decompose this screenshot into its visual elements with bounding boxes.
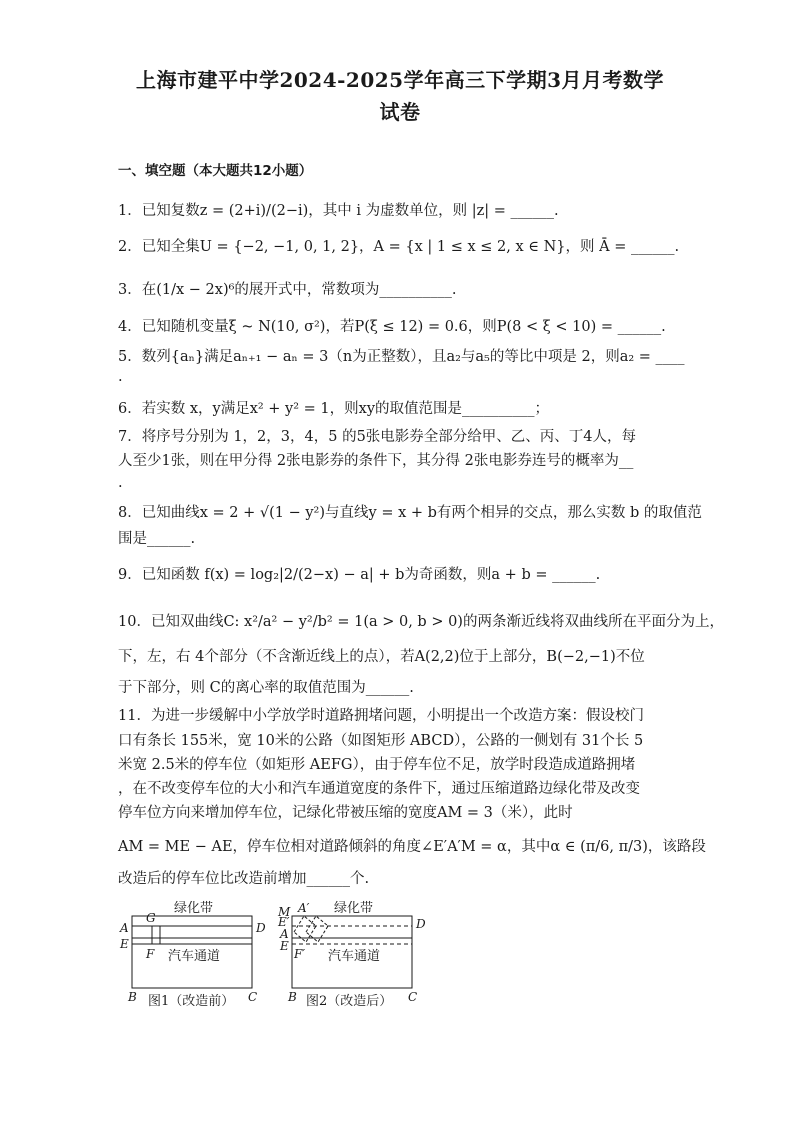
question-11-line-7: 改造后的停车位比改造前增加______个. bbox=[118, 871, 370, 887]
title-line-2: 试卷 bbox=[379, 100, 421, 124]
point-c-label: C bbox=[408, 990, 418, 1004]
exam-title bbox=[120, 64, 680, 128]
question-11-line-4: ，在不改变停车位的大小和汽车通道宽度的条件下，通过压缩道路边绿化带及改变 bbox=[118, 781, 640, 797]
question-10-line-3: 于下部分，则 C的离心率的取值范围为______. bbox=[118, 680, 414, 696]
point-c-label: C bbox=[248, 990, 258, 1004]
question-11-line-5: 停车位方向来增加停车位，记绿化带被压缩的宽度AM = 3（米），此时 bbox=[118, 805, 573, 821]
question-8-line-2: 围是______. bbox=[118, 531, 196, 547]
question-3-line-1: 3．在(1/x − 2x)⁶的展开式中，常数项为__________. bbox=[118, 282, 457, 298]
question-11-line-3: 米宽 2.5米的停车位（如矩形 AEFG），由于停车位不足，放学时段造成道路拥堵 bbox=[118, 757, 636, 773]
question-1-line-1: 1．已知复数z = (2+i)/(2−i)，其中 i 为虚数单位，则 |z| = ______. bbox=[118, 203, 559, 219]
green-belt-label: 绿化带 bbox=[334, 901, 374, 916]
question-9-line-1: 9．已知函数 f(x) = log₂|2/(2−x) − a| + b为奇函数，则a + b = ______. bbox=[118, 567, 601, 583]
question-6-line-1: 6．若实数 x，y满足x² + y² = 1，则xy的取值范围是__________； bbox=[118, 401, 550, 417]
title-line-1: 上海市建平中学2024-2025学年高三下学期3月月考数学 bbox=[135, 68, 665, 92]
section-heading: 一、填空题（本大题共12小题） bbox=[118, 163, 313, 179]
road-label: 汽车通道 bbox=[328, 949, 381, 964]
figure-2-caption: 图2（改造后） bbox=[306, 994, 393, 1009]
point-b-label: B bbox=[128, 990, 137, 1004]
point-d-label: D bbox=[256, 921, 266, 935]
figure-1-caption: 图1（改造前） bbox=[148, 994, 235, 1009]
point-a-label: A bbox=[280, 927, 289, 941]
question-11-line-6: AM = ME − AE，停车位相对道路倾斜的角度∠E′A′M = α，其中α ∈ (π/6, π/3)，该路段 bbox=[118, 839, 706, 855]
question-2-line-1: 2．已知全集U = {−2, −1, 0, 1, 2}，A = {x | 1 ≤ x ≤ 2, x ∈ N}，则 Ā = ______. bbox=[118, 239, 680, 255]
green-belt-label: 绿化带 bbox=[174, 901, 214, 916]
question-10-line-1: 10．已知双曲线C: x²/a² − y²/b² = 1(a > 0, b > 0)的两条渐近线将双曲线所在平面分为上， bbox=[118, 614, 724, 630]
question-5-line-1: 5．数列{aₙ}满足aₙ₊₁ − aₙ = 3（n为正整数），且a₂与a₅的等比中项是 2，则a₂ = ____ bbox=[118, 349, 685, 365]
question-7-line-3: . bbox=[118, 475, 123, 491]
point-e-label: E bbox=[280, 939, 289, 953]
point-e-label: E bbox=[120, 937, 129, 951]
question-4-line-1: 4．已知随机变量ξ ~ N(10, σ²)，若P(ξ ≤ 12) = 0.6，则P(8 < ξ < 10) = ______. bbox=[118, 319, 666, 335]
point-f-prime-label: F′ bbox=[294, 947, 306, 961]
question-11-line-2: 口有条长 155米，宽 10米的公路（如图矩形 ABCD），公路的一侧划有 31个长 5 bbox=[118, 733, 644, 749]
point-d-label: D bbox=[416, 917, 426, 931]
point-e-prime-label: E′ bbox=[278, 915, 290, 929]
point-b-label: B bbox=[288, 990, 297, 1004]
point-a-label: A bbox=[120, 921, 129, 935]
question-11-line-1: 11．为进一步缓解中小学放学时道路拥堵问题，小明提出一个改造方案：假设校门 bbox=[118, 708, 644, 724]
question-10-line-2: 下，左，右 4个部分（不含渐近线上的点），若A(2,2)位于上部分，B(−2,−1)不位 bbox=[118, 649, 645, 665]
point-g-label: G bbox=[146, 911, 156, 925]
question-5-line-2: . bbox=[118, 369, 123, 385]
road-label: 汽车通道 bbox=[168, 949, 221, 964]
point-f-label: F bbox=[146, 947, 155, 961]
question-7-line-2: 人至少1张，则在甲分得 2张电影券的条件下，其分得 2张电影券连号的概率为__ bbox=[118, 453, 634, 469]
point-m-label: M bbox=[278, 905, 291, 919]
question-7-line-1: 7．将序号分别为 1，2，3，4，5 的5张电影券全部分给甲、乙、丙、丁4人，每 bbox=[118, 429, 637, 445]
question-8-line-1: 8．已知曲线x = 2 + √(1 − y²)与直线y = x + b有两个相异的交点，那么实数 b 的取值范 bbox=[118, 505, 702, 521]
point-a-prime-label: A′ bbox=[298, 901, 310, 915]
